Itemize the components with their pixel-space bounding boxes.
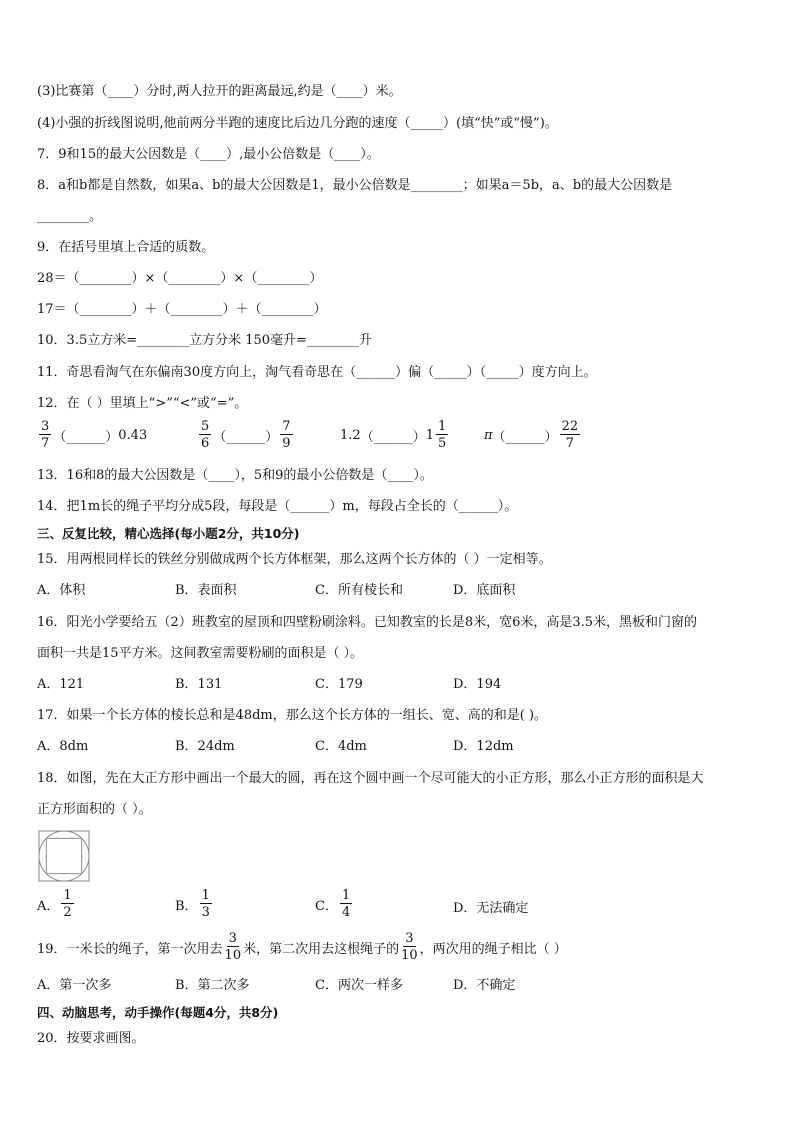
fraction: $\frac{1}{4}$ <box>341 888 351 920</box>
q15-option-b[interactable]: B．表面积 <box>175 583 237 598</box>
fraction: $\frac{1}{3}$ <box>201 888 210 920</box>
question-8-line1: 8．a和b都是自然数，如果a、b的最大公因数是1，最小公倍数是________；如果a＝5b，a、b的最大公因数是 <box>37 178 673 193</box>
mixed-number: 1 $\frac{1}{5}$ <box>425 419 447 451</box>
q12-item-a: $\frac{3}{7}$ （______） 0.43 <box>41 419 148 451</box>
section-3-heading: 三、反复比较，精心选择(每小题2分，共10分) <box>37 526 300 541</box>
question-17: 17．如果一个长方体的棱长总和是48dm，那么这个长方体的一组长、宽、高的和是( )。 <box>37 708 548 723</box>
question-13: 13．16和8的最大公因数是（____），5和9的最小公倍数是（____）。 <box>37 468 433 483</box>
q17-option-c[interactable]: C．4dm <box>315 739 367 754</box>
q19-option-c[interactable]: C．两次一样多 <box>315 978 403 993</box>
fraction: $\frac{7}{9}$ <box>282 419 291 451</box>
q15-option-c[interactable]: C．所有棱长和 <box>315 583 403 598</box>
question-16-line1: 16．阳光小学要给五（2）班教室的屋顶和四壁粉刷涂料。已知教室的长是8米，宽6米，高是3.5米，黑板和门窗的 <box>37 615 698 630</box>
q12-item-b: $\frac{5}{6}$ （______） $\frac{7}{9}$ <box>201 419 291 451</box>
section-4-heading: 四、动脑思考，动手操作(每题4分，共8分) <box>37 1005 279 1020</box>
square-circle-square-figure <box>38 830 90 882</box>
q18-option-a[interactable]: A． $\frac{1}{2}$ <box>37 888 72 920</box>
q16-option-d[interactable]: D．194 <box>453 677 502 692</box>
q19-option-d[interactable]: D．不确定 <box>453 978 516 993</box>
q16-option-a[interactable]: A．121 <box>37 677 85 692</box>
question-20: 20．按要求画图。 <box>37 1031 145 1046</box>
fraction: $\frac{1}{2}$ <box>63 888 72 920</box>
q18-option-d[interactable]: D．无法确定 <box>453 901 529 916</box>
question-15: 15．用两根同样长的铁丝分别做成两个长方体框架，那么这两个长方体的（ ）一定相等。 <box>37 552 552 567</box>
q19-option-b[interactable]: B．第二次多 <box>175 978 250 993</box>
fraction: $\frac{3}{7}$ <box>41 419 50 451</box>
q17-option-d[interactable]: D．12dm <box>453 739 514 754</box>
question-19: 19．一米长的绳子，第一次用去 $\frac{3}{10}$ 米，第二次用去这根绳子的 $\frac{3}{10}$ ，两次用的绳子相比（ ） <box>37 931 567 963</box>
question-10: 10．3.5立方米=________立方分米 150毫升=________升 <box>37 333 372 348</box>
q15-option-d[interactable]: D．底面积 <box>453 583 516 598</box>
q15-option-a[interactable]: A．体积 <box>37 583 86 598</box>
question-12: 12．在（ ）里填上“>”“<”或“=”。 <box>37 396 248 411</box>
fraction: $\frac{5}{6}$ <box>201 419 210 451</box>
q6-part3: (3)比赛第（____）分时,两人拉开的距离最远,约是（____）米。 <box>37 84 402 99</box>
question-14: 14．把1m长的绳子平均分成5段，每段是（______）m，每段占全长的（______）。 <box>37 499 518 514</box>
fraction: $\frac{3}{10}$ <box>401 931 418 963</box>
question-18-line1: 18．如图，先在大正方形中画出一个最大的圆，再在这个圆中画一个尽可能大的小正方形，那么小正方形的面积是大 <box>37 771 704 786</box>
q18-option-b[interactable]: B． $\frac{1}{3}$ <box>175 888 210 920</box>
question-11: 11．奇思看淘气在东偏南30度方向上，淘气看奇思在（______）偏（_____）（_____）度方向上。 <box>37 365 597 380</box>
question-7: 7．9和15的最大公因数是（____）,最小公倍数是（____）。 <box>37 147 380 162</box>
q17-option-a[interactable]: A．8dm <box>37 739 89 754</box>
q19-option-a[interactable]: A．第一次多 <box>37 978 112 993</box>
question-9-eq1: 28＝（________）×（________）×（________） <box>37 271 323 286</box>
question-9: 9．在括号里填上合适的质数。 <box>37 240 215 255</box>
question-18-line2: 正方形面积的（ ）。 <box>37 802 152 817</box>
q17-option-b[interactable]: B．24dm <box>175 739 235 754</box>
question-9-eq2: 17＝（________）＋（________）＋（________） <box>37 302 327 317</box>
q16-option-b[interactable]: B．131 <box>175 677 223 692</box>
fraction: $\frac{22}{7}$ <box>561 419 579 451</box>
fraction: $\frac{1}{5}$ <box>437 419 447 451</box>
small-square <box>46 838 81 873</box>
q12-item-d: π （______） $\frac{22}{7}$ <box>484 419 579 451</box>
fraction: $\frac{3}{10}$ <box>224 931 242 963</box>
q16-option-c[interactable]: C．179 <box>315 677 363 692</box>
question-8-line2: ________。 <box>37 209 103 224</box>
q6-part4: (4)小强的折线图说明,他前两分半跑的速度比后边几分跑的速度（_____）(填“快”或“慢”)。 <box>37 116 558 131</box>
q12-item-c: 1.2 （______） 1 $\frac{1}{5}$ <box>340 420 450 450</box>
question-16-line2: 面积一共是15平方米。这间教室需要粉刷的面积是（ ）。 <box>37 646 364 661</box>
q18-option-c[interactable]: C． $\frac{1}{4}$ <box>315 888 351 920</box>
